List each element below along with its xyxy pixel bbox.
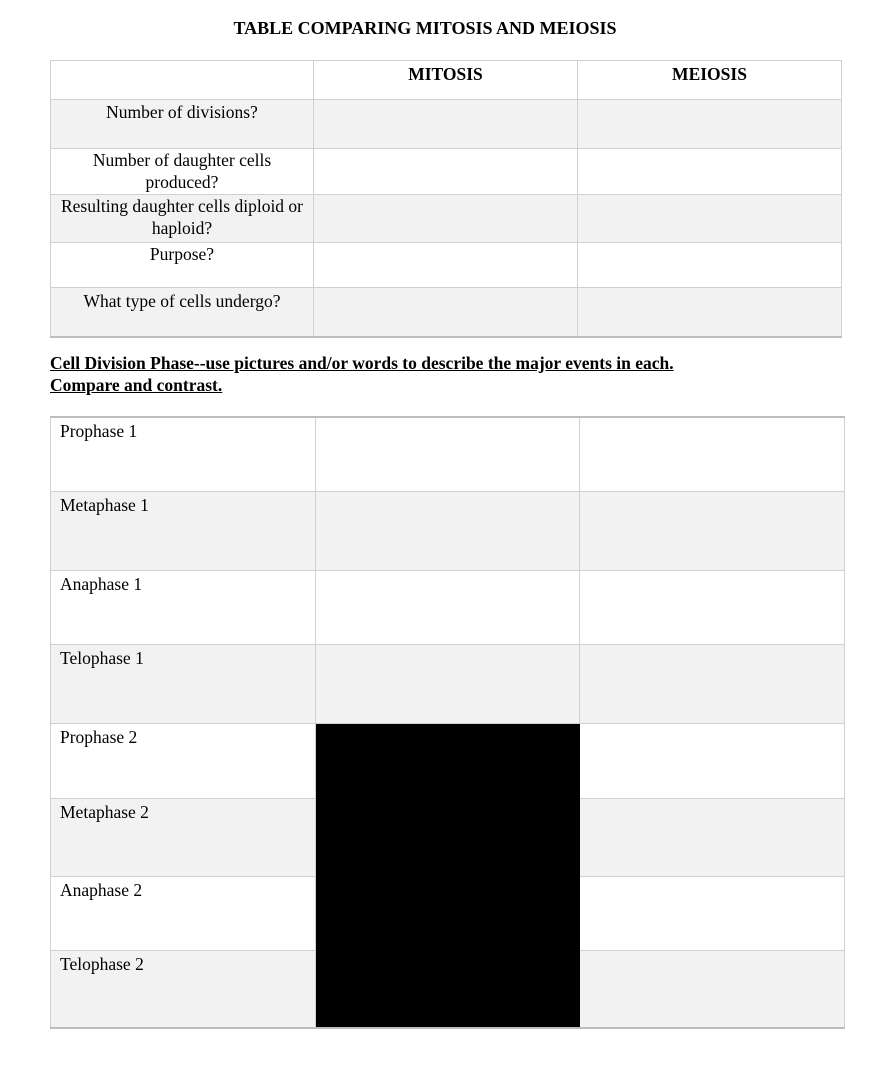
blocked-cell (316, 877, 580, 951)
meiosis-answer-cell[interactable] (578, 243, 842, 288)
mitosis-answer-cell[interactable] (314, 243, 578, 288)
page-title: TABLE COMPARING MITOSIS AND MEIOSIS (233, 18, 617, 38)
phase-label: Anaphase 1 (51, 571, 316, 645)
phase-label: Telophase 1 (51, 645, 316, 724)
table-row (51, 288, 842, 338)
meiosis-phase-cell[interactable] (580, 877, 845, 951)
phase-row (51, 877, 845, 951)
instructions (50, 352, 810, 396)
mitosis-phase-cell[interactable] (316, 417, 580, 492)
phase-label: Metaphase 1 (51, 492, 316, 571)
meiosis-phase-cell[interactable] (580, 571, 845, 645)
blocked-cell (316, 799, 580, 877)
meiosis-phase-cell[interactable] (580, 724, 845, 799)
table-row (51, 243, 842, 288)
mitosis-phase-cell[interactable] (316, 492, 580, 571)
blocked-cell (316, 724, 580, 799)
mitosis-phase-cell[interactable] (316, 645, 580, 724)
header-empty-cell (51, 61, 314, 100)
mitosis-answer-cell[interactable] (314, 100, 578, 149)
phase-row (51, 724, 845, 799)
question-cell: Resulting daughter cells diploid or haploid? (51, 195, 314, 243)
phase-label: Prophase 2 (51, 724, 316, 799)
instructions-line-1: Cell Division Phase--use pictures and/or words to describe the major events in each. (50, 353, 674, 373)
meiosis-answer-cell[interactable] (578, 149, 842, 195)
question-cell: Number of daughter cells produced? (51, 149, 314, 195)
phase-label: Anaphase 2 (51, 877, 316, 951)
meiosis-phase-cell[interactable] (580, 951, 845, 1029)
meiosis-answer-cell[interactable] (578, 100, 842, 149)
phase-label: Metaphase 2 (51, 799, 316, 877)
mitosis-answer-cell[interactable] (314, 195, 578, 243)
meiosis-answer-cell[interactable] (578, 288, 842, 338)
table-header-row (51, 61, 842, 100)
meiosis-phase-cell[interactable] (580, 492, 845, 571)
phase-row (51, 799, 845, 877)
question-cell: Purpose? (51, 243, 314, 288)
question-cell: What type of cells undergo? (51, 288, 314, 338)
meiosis-phase-cell[interactable] (580, 645, 845, 724)
phase-row (51, 951, 845, 1029)
meiosis-phase-cell[interactable] (580, 799, 845, 877)
table-row (51, 149, 842, 195)
mitosis-phase-cell[interactable] (316, 571, 580, 645)
meiosis-answer-cell[interactable] (578, 195, 842, 243)
phase-table (50, 416, 845, 1029)
phase-row (51, 417, 845, 492)
meiosis-phase-cell[interactable] (580, 417, 845, 492)
comparison-table (50, 60, 842, 338)
table-row (51, 195, 842, 243)
phase-row (51, 492, 845, 571)
header-mitosis: MITOSIS (314, 61, 578, 100)
question-cell: Number of divisions? (51, 100, 314, 149)
mitosis-answer-cell[interactable] (314, 288, 578, 338)
instructions-line-2: Compare and contrast. (50, 375, 223, 395)
table-row (51, 100, 842, 149)
mitosis-answer-cell[interactable] (314, 149, 578, 195)
phase-label: Telophase 2 (51, 951, 316, 1029)
phase-row (51, 645, 845, 724)
phase-row (51, 571, 845, 645)
phase-label: Prophase 1 (51, 417, 316, 492)
header-meiosis: MEIOSIS (578, 61, 842, 100)
blocked-cell (316, 951, 580, 1029)
